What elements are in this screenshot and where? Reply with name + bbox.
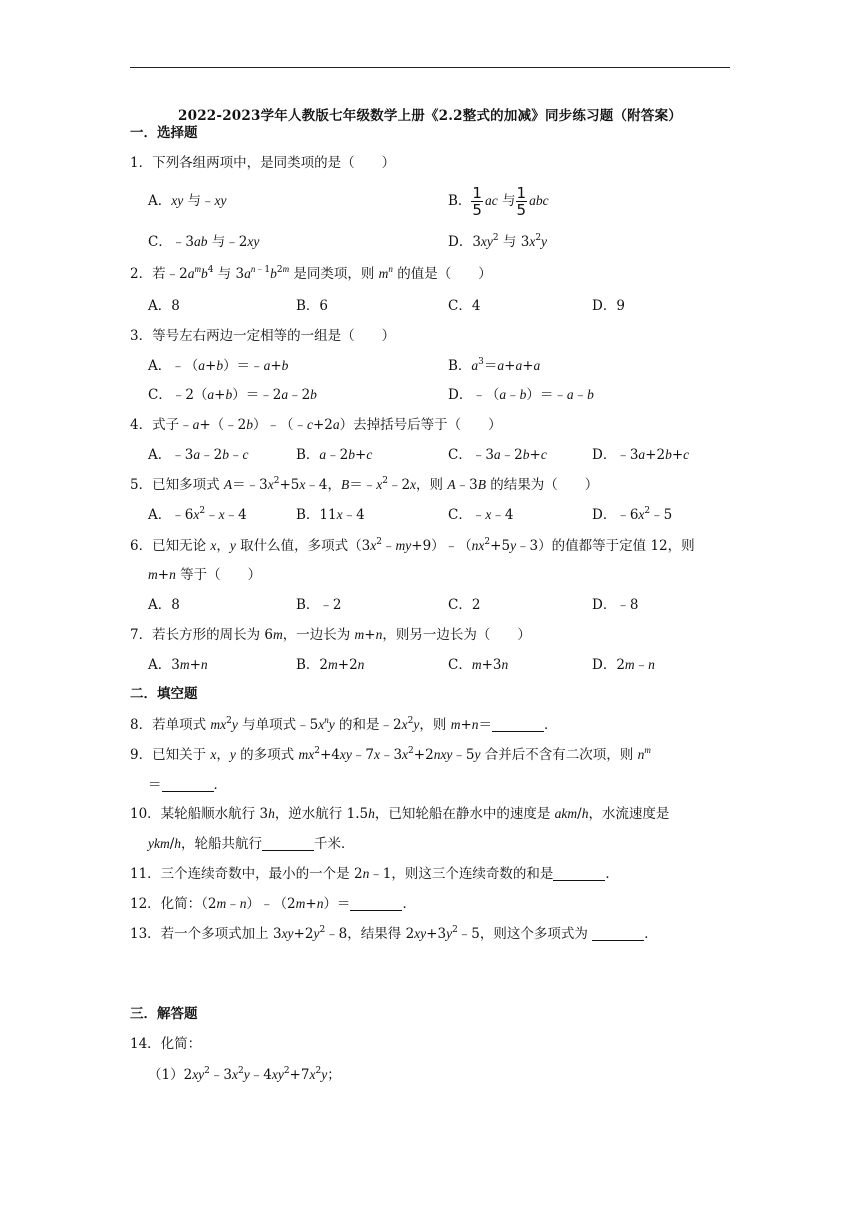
page-title: 2022-2023学年人教版七年级数学上册《2.2整式的加减》同步练习题（附答案） bbox=[178, 108, 682, 124]
question-13: 13．若一个多项式加上 $3xy+2y^2﹣8$，结果得 $2xy+3y^2﹣5$，则这个多项式为 ． bbox=[130, 925, 658, 942]
question-6-stem-line-1: 6．已知无论 x，y 取什么值，多项式$(3x^2﹣my+9)﹣(nx^2+5y﹣3)$的值都等于定值 12，则 bbox=[130, 537, 695, 554]
question-2-option-d: D．9 bbox=[592, 298, 625, 314]
question-5-option-d: D．$﹣6x^2﹣5$ bbox=[592, 506, 673, 523]
question-11: 11．三个连续奇数中，最小的一个是 2n﹣1，则这三个连续奇数的和是 ． bbox=[130, 866, 619, 882]
question-6-option-b: B．﹣2 bbox=[296, 597, 342, 613]
answer-blank[interactable] bbox=[553, 866, 605, 881]
question-4-option-a: A．﹣3a﹣2b﹣c bbox=[148, 447, 249, 463]
answer-blank[interactable] bbox=[162, 777, 214, 792]
question-7-option-d: D．2m﹣n bbox=[592, 657, 655, 673]
question-7-stem: 7．若长方形的周长为 6m，一边长为 m+n，则另一边长为（ ） bbox=[130, 627, 531, 643]
question-10-line-2: ykm/h，轮船共航行 千米． bbox=[148, 836, 355, 852]
question-4-stem: 4．式子﹣a+（﹣2b）﹣（﹣c+2a）去掉括号后等于（ ） bbox=[130, 417, 502, 433]
question-3-option-a: A．﹣（a+b）＝﹣a+b bbox=[148, 358, 289, 374]
question-12: 12．化简：（2m﹣n）﹣（2m+n）＝ ． bbox=[130, 896, 416, 912]
question-2-stem: 2．若$﹣2a^mb^4$ 与 $3a^{n﹣1}b^{2m}$ 是同类项，则 $m^n$ 的值是（ ） bbox=[130, 264, 492, 282]
answer-blank[interactable] bbox=[592, 926, 644, 941]
question-5-option-c: C．﹣x﹣4 bbox=[448, 507, 514, 523]
question-3-option-d: D．﹣（a﹣b）＝﹣a﹣b bbox=[448, 387, 594, 403]
question-7-option-c: C．m+3n bbox=[448, 657, 509, 673]
question-4-option-c: C．﹣3a﹣2b+c bbox=[448, 447, 547, 463]
question-2-option-c: C．4 bbox=[448, 298, 481, 314]
question-1-option-b: B． $\frac{1}{5}$ ac 与 $\frac{1}{5}$ abc bbox=[448, 184, 549, 219]
section-heading-fill: 二．填空题 bbox=[130, 686, 198, 702]
question-3-option-c: C．﹣2（a+b）＝﹣2a﹣2b bbox=[148, 387, 317, 403]
question-1-stem: 1．下列各组两项中，是同类项的是（ ） bbox=[130, 155, 396, 171]
answer-blank[interactable] bbox=[492, 717, 544, 732]
question-4-option-b: B．a﹣2b+c bbox=[296, 447, 373, 463]
header-rule bbox=[130, 67, 730, 68]
answer-blank[interactable] bbox=[262, 836, 314, 851]
question-7-option-a: A．3m+n bbox=[148, 657, 208, 673]
question-3-stem: 3．等号左右两边一定相等的一组是（ ） bbox=[130, 328, 396, 344]
fraction: $\frac{1}{5}$ bbox=[516, 184, 527, 219]
question-4-option-d: D．﹣3a+2b+c bbox=[592, 447, 690, 463]
question-5-stem: 5．已知多项式 $A=﹣3x^2+5x﹣4$，$B=﹣x^2﹣2x$，则 A﹣3B 的结果为（ ） bbox=[130, 476, 599, 493]
question-3-option-b: B．$a^3=a+a+a$ bbox=[448, 357, 541, 374]
question-1-option-d: D．$3xy^2$ 与 $3x^2y$ bbox=[448, 233, 548, 250]
question-9-line-1: 9．已知关于 x，y 的多项式 $mx^2+4xy﹣7x﹣3x^2+2nxy﹣5y$ 合并后不含有二次项，则 $n^m$ bbox=[130, 745, 651, 763]
section-heading-choice: 一．选择题 bbox=[130, 125, 198, 141]
answer-blank[interactable] bbox=[350, 896, 402, 911]
question-14-part-1: $(1)2xy^2﹣3x^2y﹣4xy^2+7x^2y$； bbox=[148, 1066, 341, 1083]
question-10-line-1: 10．某轮船顺水航行 3h，逆水航行 1.5h，已知轮船在静水中的速度是 akm/h，水流速度是 bbox=[130, 806, 670, 822]
question-14-stem: 14．化简： bbox=[130, 1036, 202, 1052]
question-6-option-c: C．2 bbox=[448, 597, 481, 613]
question-6-option-d: D．﹣8 bbox=[592, 597, 639, 613]
question-1-option-a: A．xy 与﹣xy bbox=[148, 193, 227, 209]
question-8: 8．若单项式 $mx^2y$ 与单项式$﹣5x^ny$ 的和是$﹣2x^2y$，则 m+n＝ ． bbox=[130, 715, 558, 733]
section-heading-solve: 三．解答题 bbox=[130, 1006, 198, 1022]
question-5-option-b: B．11x﹣4 bbox=[296, 507, 365, 523]
question-1-option-c: C．﹣3ab 与﹣2xy bbox=[148, 234, 260, 250]
question-6-option-a: A．8 bbox=[148, 597, 180, 613]
question-6-stem-line-2: m+n 等于（ ） bbox=[148, 567, 262, 583]
question-7-option-b: B．2m+2n bbox=[296, 657, 365, 673]
question-2-option-b: B．6 bbox=[296, 298, 329, 314]
fraction: $\frac{1}{5}$ bbox=[472, 184, 482, 219]
question-5-option-a: A．$﹣6x^2﹣x﹣4$ bbox=[148, 506, 247, 523]
question-2-option-a: A．8 bbox=[148, 298, 180, 314]
question-9-line-2: ＝ ． bbox=[148, 777, 227, 793]
